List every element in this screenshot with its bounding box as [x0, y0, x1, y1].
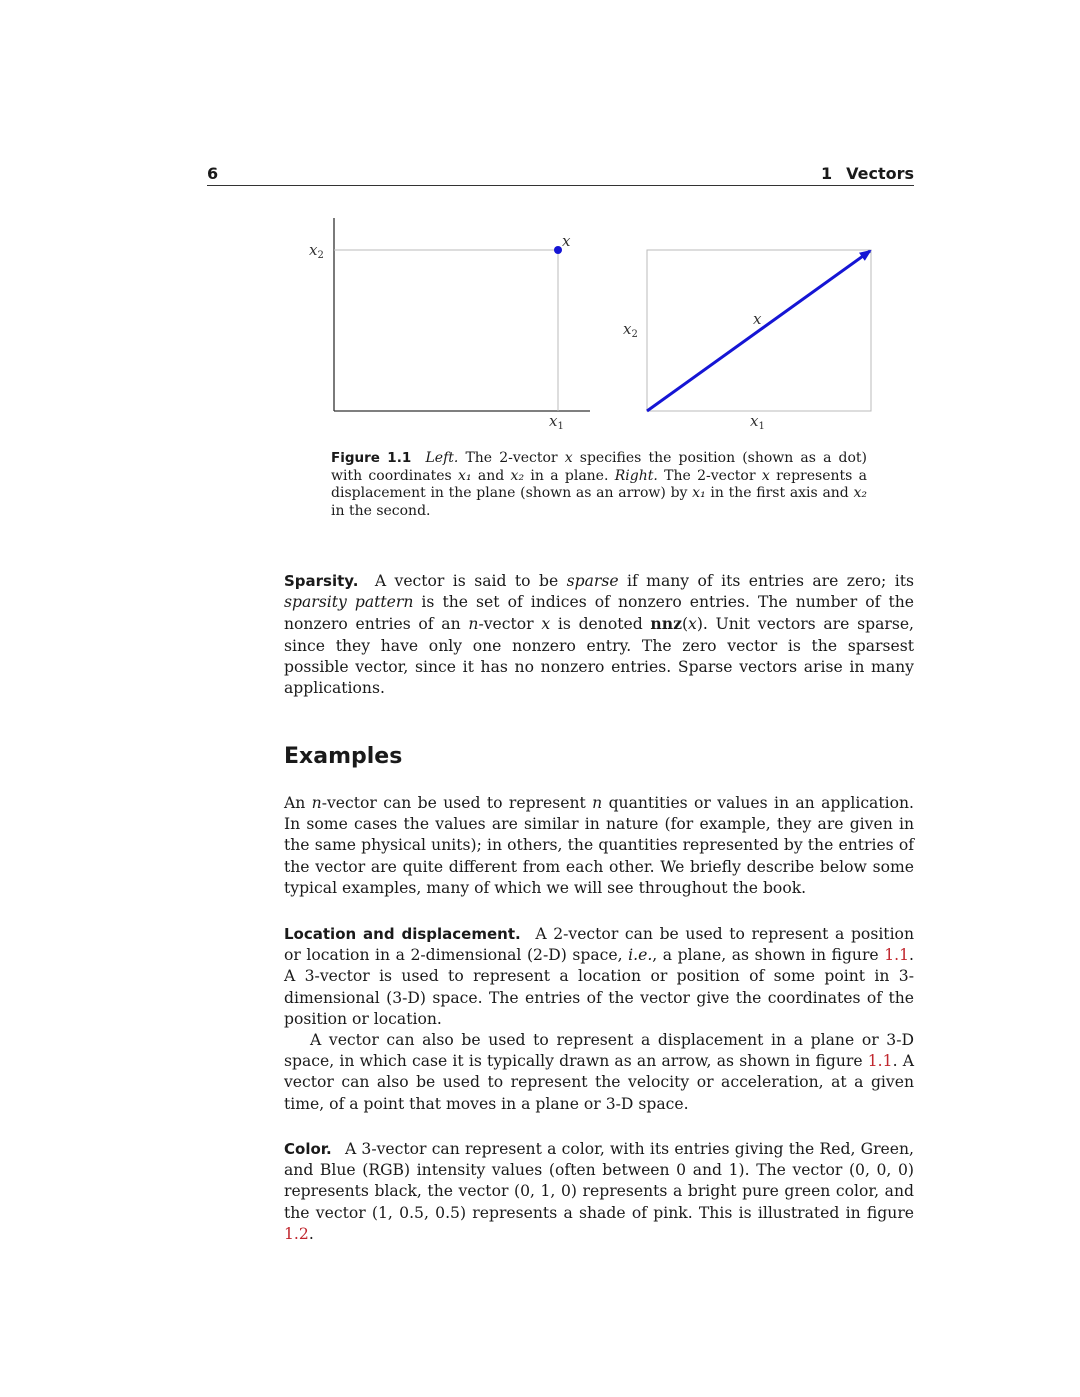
caption-math: x	[761, 467, 770, 484]
point-label: x	[562, 232, 571, 250]
caption-math: x₁	[692, 485, 706, 501]
body-text: -vector can be used to represent	[321, 794, 593, 812]
body-text: if many of its entries are zero; its	[618, 572, 914, 590]
figure-reference-link[interactable]: 1.1	[884, 946, 910, 965]
math-n: n	[311, 794, 322, 812]
caption-left-word: Left.	[425, 450, 459, 466]
body-text: A 3-vector can represent a color, with its entries giving the Red, Green, and Blue (RGB) intensity values (often between 0 and 1). The vector (0, 0, 0) represents black, the vector (0, 1, 0) represents a bright pure green color, and the vector (1, 0.5, 0.5) represents a shade of pink. This is illustrated in figure	[284, 1140, 914, 1222]
position-dot	[554, 246, 562, 254]
caption-text: and	[471, 467, 511, 484]
section-heading: Examples	[284, 744, 403, 769]
body-text: . A 3-vector is used to represent a location or position of some point in 3-dimensional (3-D) space. The entries of the vector give the coordinates of the position or location.	[284, 946, 914, 1028]
left-x-axis-label: $x_1$	[549, 412, 564, 432]
chapter-title: Vectors	[846, 164, 914, 183]
figure-reference-link[interactable]: 1.1	[867, 1052, 893, 1071]
caption-text: in the first axis and	[705, 485, 854, 501]
caption-text: The 2-vector	[657, 467, 762, 484]
body-text: is the set of indices of nonzero entries. The number of the nonzero entries of an	[284, 593, 915, 634]
location-paragraph	[284, 924, 914, 1030]
displacement-paragraph	[284, 1030, 914, 1115]
term-sparse: sparse	[566, 572, 619, 590]
caption-right-word: Right.	[614, 467, 658, 484]
body-text: , a plane, as shown in figure	[652, 946, 885, 965]
caption-text: in the second.	[331, 502, 431, 519]
body-text: A 2-vector can be used to represent a position or location in a 2-dimensional (2-D) space,	[284, 925, 914, 965]
body-text: An	[284, 794, 312, 812]
sparsity-paragraph	[284, 571, 914, 699]
body-text: . A vector can also be used to represent the velocity or acceleration, at a given time, of a point that moves in a plane or 3-D space.	[284, 1052, 914, 1113]
left-plot	[309, 218, 590, 432]
caption-text: The 2-vector	[458, 450, 565, 466]
body-text: (	[681, 615, 689, 634]
chapter-number: 1	[820, 164, 833, 183]
body-text: quantities or values in an application. In some cases the values are similar in nature (for example, they are given in the same physical units); in others, the quantities represented by the entries of the vector are quite different from each other. We briefly describe below some typical examples, many of which we will see throughout the book.	[284, 794, 914, 897]
right-x-axis-label: $x_1$	[750, 412, 765, 432]
figure-reference-link[interactable]: 1.2	[284, 1224, 309, 1243]
body-text: A vector can also be used to represent a displacement in a plane or 3-D space, in which case it is typically drawn as an arrow, as shown in figure	[284, 1031, 914, 1071]
color-paragraph	[284, 1139, 914, 1245]
abbrev-ie: i.e.	[628, 946, 653, 965]
figure-caption	[331, 450, 867, 520]
page-number: 6	[207, 164, 219, 183]
figure-1-1	[0, 0, 1080, 440]
math-nnz: nnz	[650, 614, 682, 634]
examples-intro-paragraph	[284, 793, 914, 899]
left-y-axis-label: $x_2$	[309, 241, 324, 261]
body-text: ). Unit vectors are sparse, since they have only one nonzero entry. The zero vector is the sparsest possible vector, since it has no nonzero entries. Sparse vectors arise in many applications.	[284, 615, 915, 698]
math-n: n	[468, 615, 479, 634]
term-sparsity-pattern: sparsity pattern	[284, 593, 414, 612]
body-text: .	[308, 1224, 314, 1243]
displacement-arrow	[647, 251, 870, 411]
caption-math: x	[564, 450, 573, 466]
sparsity-runin: Sparsity.	[284, 572, 359, 590]
body-text: -vector	[478, 615, 542, 634]
caption-text: specifies the position (shown as a dot) with coordinates	[331, 450, 868, 484]
location-runin: Location and displacement.	[284, 925, 521, 943]
vector-label: x	[753, 310, 762, 328]
caption-math: x₂	[510, 467, 525, 484]
caption-math: x₂	[853, 485, 867, 501]
caption-math: x₁	[458, 467, 472, 484]
body-text: is denoted	[550, 615, 651, 634]
caption-text: in a plane.	[524, 467, 615, 484]
caption-text: represents a displacement in the plane (shown as an arrow) by	[331, 467, 867, 501]
math-x: x	[541, 615, 551, 634]
body-text: A vector is said to be	[374, 572, 567, 590]
right-plot	[623, 250, 871, 432]
math-x: x	[688, 615, 697, 634]
figure-label: Figure 1.1	[331, 450, 412, 466]
math-n: n	[592, 794, 603, 812]
right-y-axis-label: $x_2$	[623, 320, 638, 340]
color-runin: Color.	[284, 1140, 332, 1158]
